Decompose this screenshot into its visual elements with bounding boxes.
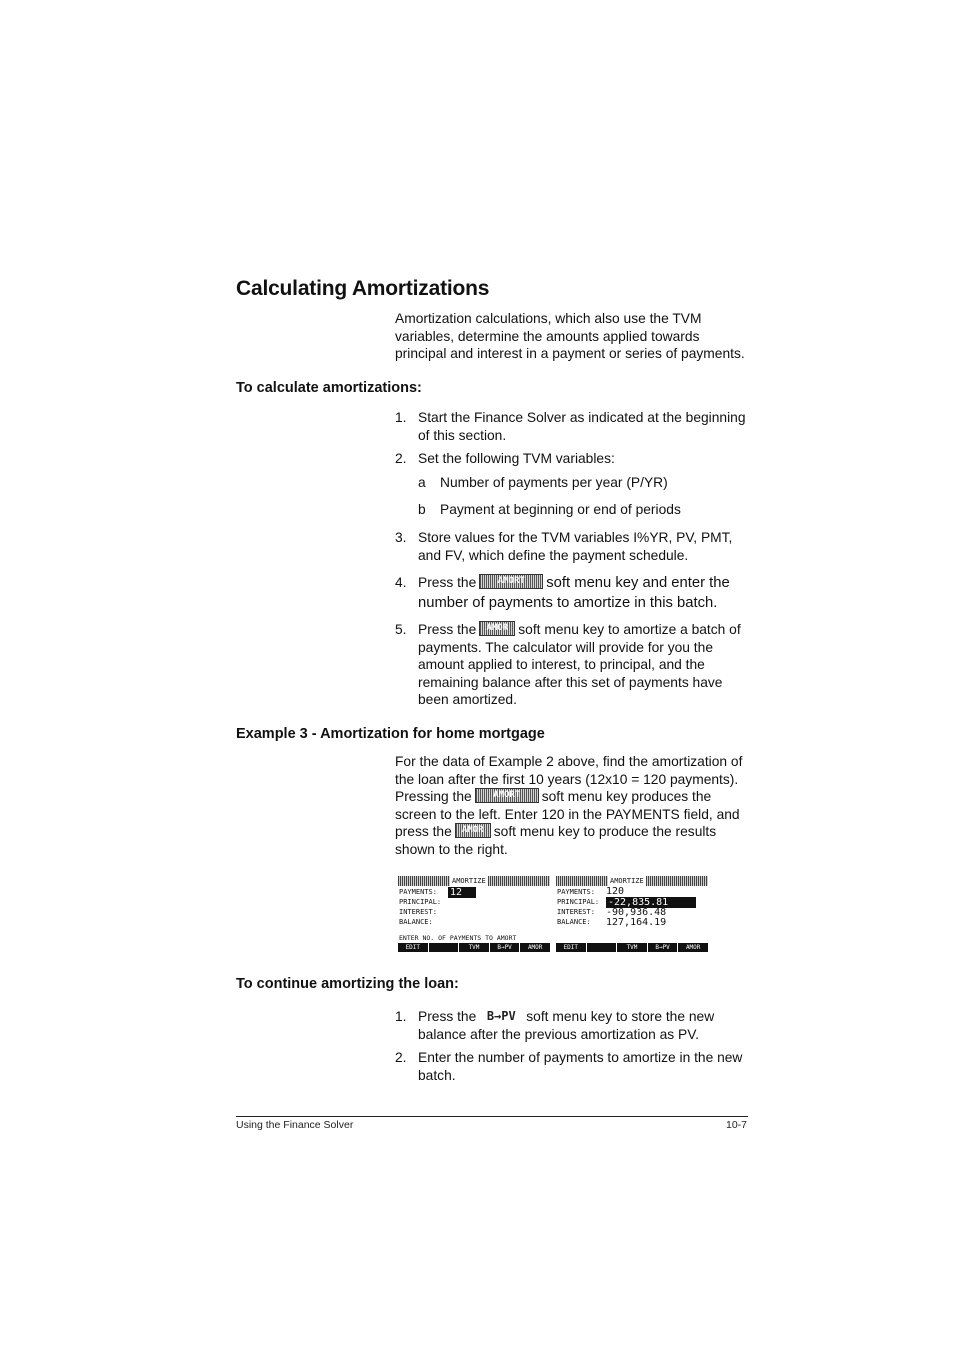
key-b-label: B <box>486 1010 495 1023</box>
amort-softkey-icon: AMORT <box>479 574 543 589</box>
step-text: Store values for the TVM variables I%YR, PV, PMT, and FV, which define the payment schedule. <box>418 530 733 563</box>
field-label-principal: PRINCIPAL: <box>557 898 600 906</box>
substep-text: Payment at beginning or end of periods <box>440 502 681 517</box>
softkey-amor[interactable]: AMOR <box>520 943 550 952</box>
payments-field[interactable]: 12 <box>448 887 476 898</box>
step-text <box>418 573 748 613</box>
step-text: Set the following TVM variables: <box>418 451 615 466</box>
step-text-before: Press the <box>418 575 477 590</box>
field-label-principal: PRINCIPAL: <box>399 898 442 906</box>
field-label-interest: INTEREST: <box>399 908 437 916</box>
step-2b <box>418 501 681 519</box>
step-number: 4. <box>395 575 407 590</box>
step-number: 1. <box>395 410 407 425</box>
screen-hint: ENTER NO. OF PAYMENTS TO AMORT <box>399 934 517 942</box>
field-label-payments: PAYMENTS: <box>557 888 595 896</box>
page-title: Calculating Amortizations <box>236 277 490 300</box>
footer-chapter: Using the Finance Solver <box>236 1119 354 1131</box>
footer-page-number: 10-7 <box>726 1119 748 1131</box>
step-text-after: soft menu key and enter the number of payments to amortize in this batch. <box>418 575 730 611</box>
softkey-amor[interactable]: AMOR <box>678 943 708 952</box>
footer-divider <box>236 1116 748 1117</box>
step-text-before: Press the <box>418 1009 477 1024</box>
softkey-menu <box>556 943 708 952</box>
section-heading-calculate: To calculate amortizations: <box>236 380 422 396</box>
step-text <box>418 621 748 709</box>
softkey-edit[interactable]: EDIT <box>398 943 428 952</box>
amor-softkey-icon: AMOR <box>455 823 491 838</box>
softkey-tvm[interactable]: TVM <box>459 943 489 952</box>
softkey-tvm[interactable]: TVM <box>617 943 647 952</box>
step-text-after: soft menu key to store the new balance after the previous amortization as PV. <box>418 1009 715 1042</box>
interest-value: -90,936.48 <box>606 907 667 918</box>
step-text-after: soft menu key to amortize a batch of payments. The calculator will provide for you the amount applied to interest, to principal, and the remaining balance after this set of payments have been amortized. <box>418 622 741 708</box>
example-text-3: soft menu key to produce the results shown to the right. <box>395 824 717 857</box>
screen-title-bar <box>398 876 550 886</box>
screen-title: AMORTIZE <box>452 877 486 885</box>
softkey-menu <box>398 943 550 952</box>
example-text-2: soft menu key produces the screen to the left. Enter 120 in the PAYMENTS field, and press the <box>395 789 740 840</box>
substep-text: Number of payments per year (P/YR) <box>440 475 668 490</box>
principal-value[interactable]: -22,835.81 <box>606 897 696 908</box>
softkey-blank[interactable] <box>429 943 459 952</box>
field-label-balance: BALANCE: <box>557 918 591 926</box>
field-label-interest: INTEREST: <box>557 908 595 916</box>
amort-softkey-icon: AMORT <box>475 788 539 803</box>
step-text <box>418 1008 748 1043</box>
b-to-pv-softkey-icon: B→PV <box>479 1010 523 1023</box>
payments-value: 120 <box>606 886 625 897</box>
step-number: 5. <box>395 622 407 637</box>
balance-value: 127,164.19 <box>606 917 667 928</box>
key-pv-label: PV <box>501 1010 516 1023</box>
softkey-b-to-pv[interactable]: B→PV <box>648 943 678 952</box>
step-text: Enter the number of payments to amortize in the new batch. <box>418 1050 743 1083</box>
step-number: 1. <box>395 1009 407 1024</box>
screen-title: AMORTIZE <box>610 877 644 885</box>
screen-title-bar <box>556 876 708 886</box>
step-number: 3. <box>395 530 407 545</box>
amor-softkey-icon: AMOR <box>479 621 515 636</box>
intro-paragraph: Amortization calculations, which also use the TVM variables, determine the amounts applied towards principal and interest in a payment or series of payments. <box>395 311 745 362</box>
softkey-b-to-pv[interactable]: B→PV <box>490 943 520 952</box>
substep-letter: a <box>418 475 426 490</box>
section-heading-continue: To continue amortizing the loan: <box>236 976 459 992</box>
step-text: Start the Finance Solver as indicated at the beginning of this section. <box>418 410 746 443</box>
substep-letter: b <box>418 502 426 517</box>
example-text-1: For the data of Example 2 above, find the amortization of the loan after the first 10 years (12x10 = 120 payments). Pressing the <box>395 754 743 805</box>
example-heading: Example 3 - Amortization for home mortgage <box>236 726 545 742</box>
calculator-screen-before <box>398 876 550 952</box>
step-number: 2. <box>395 1050 407 1065</box>
step-number: 2. <box>395 451 407 466</box>
example-paragraph <box>395 753 749 859</box>
softkey-edit[interactable]: EDIT <box>556 943 586 952</box>
field-label-balance: BALANCE: <box>399 918 433 926</box>
field-label-payments: PAYMENTS: <box>399 888 437 896</box>
softkey-blank[interactable] <box>587 943 617 952</box>
step-2a <box>418 474 668 492</box>
step-text-before: Press the <box>418 622 477 637</box>
calculator-screen-after <box>556 876 708 952</box>
